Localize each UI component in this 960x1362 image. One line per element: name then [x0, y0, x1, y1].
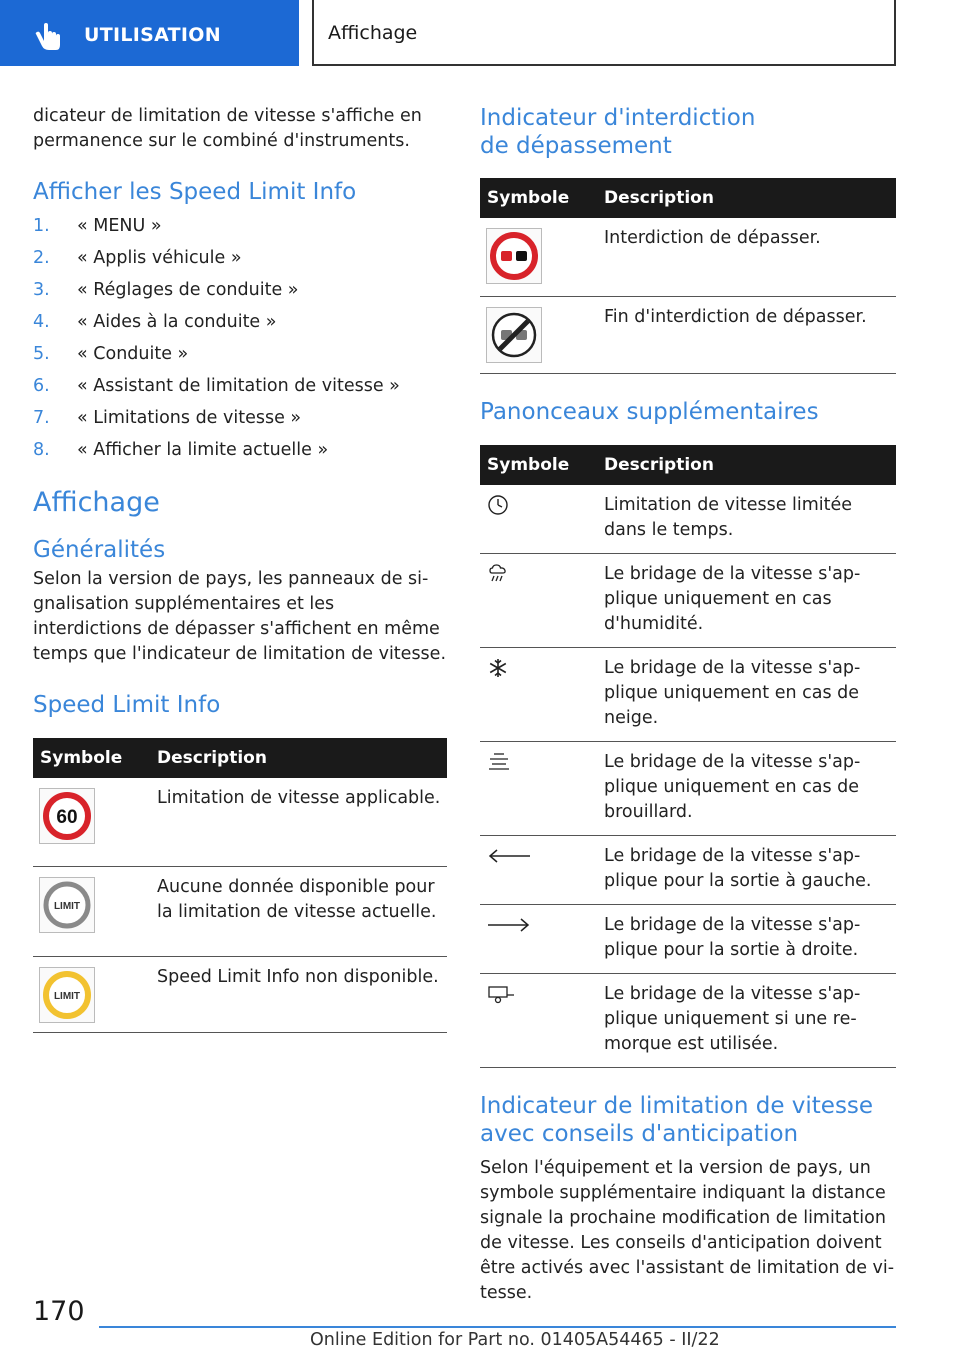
arrow-left-icon — [486, 844, 532, 868]
step-text: « Conduite » — [77, 344, 189, 364]
anticipation-text: Selon l'équipement et la version de pays, un symbole supplémentaire indiquant la distance signale la prochaine modification de limitation de vitesse. Les conseils d'anticipation doivent être activés avec l'assistant de limitation de vitesse. — [480, 1157, 895, 1303]
row-description: Aucune donnée disponible pour la limitation de vitesse actuelle. — [157, 866, 447, 956]
step-number: 5. — [33, 344, 50, 364]
edition-text: Online Edition for Part no. 01405A54465 - II/22 — [310, 1330, 720, 1350]
step-item — [33, 434, 447, 466]
table-row — [480, 553, 896, 647]
table-header-row — [33, 738, 447, 778]
step-number: 8. — [33, 440, 50, 460]
step-text: « Réglages de conduite » — [77, 280, 299, 300]
step-number: 1. — [33, 216, 50, 236]
step-item — [33, 402, 447, 434]
arrow-right-icon — [486, 913, 532, 937]
row-description: Le bridage de la vitesse s'applique uniquement si une remorque est utilisée. — [604, 973, 896, 1067]
step-number: 2. — [33, 248, 50, 268]
end-no-overtaking-icon — [486, 307, 542, 363]
step-item — [33, 242, 447, 274]
fog-icon — [486, 750, 512, 774]
col-symbole: Symbole — [480, 178, 604, 218]
row-description: Le bridage de la vitesse s'applique uniquement en cas de brouillard. — [604, 741, 896, 835]
step-text: « Assistant de limitation de vitesse » — [77, 376, 400, 396]
step-item — [33, 210, 447, 242]
generalites-text: Selon la version de pays, les panneaux de signalisation supplémentaires et les interdictions de dépasser s'affichent en même temps que l'indicateur de limitation de vitesse. — [33, 569, 447, 664]
speed-limit-info-heading: Speed Limit Info — [33, 692, 221, 718]
table-header-row — [480, 178, 896, 218]
anticipation-heading: Indicateur de limitation de vitesse avec conseils d'anticipation — [480, 1092, 874, 1147]
step-text: « Limitations de vitesse » — [77, 408, 302, 428]
chapter-box — [312, 0, 896, 66]
show-speed-limit-heading: Afficher les Speed Limit Info — [33, 179, 357, 205]
trailer-icon — [486, 982, 516, 1006]
table-row — [480, 973, 896, 1067]
speed-limit-60-icon — [39, 788, 95, 844]
table-row — [480, 741, 896, 835]
panels-table — [480, 445, 896, 1068]
right-column — [480, 104, 896, 1306]
hand-icon — [32, 22, 64, 52]
table-row — [33, 956, 447, 1032]
speed-limit-info-table — [33, 738, 447, 1033]
row-description: Le bridage de la vitesse s'applique pour la sortie à droite. — [604, 904, 896, 973]
no-overtaking-icon — [486, 228, 542, 284]
col-description: Description — [604, 178, 896, 218]
table-row — [480, 296, 896, 373]
overtaking-table — [480, 178, 896, 374]
step-text: « Afficher la limite actuelle » — [77, 440, 329, 460]
row-description: Le bridage de la vitesse s'applique uniquement en cas de neige. — [604, 647, 896, 741]
table-header-row — [480, 445, 896, 485]
table-row — [480, 485, 896, 554]
limit-yellow-icon — [39, 967, 95, 1023]
row-description: Le bridage de la vitesse s'applique uniquement en cas d'humidité. — [604, 553, 896, 647]
section-label: UTILISATION — [84, 24, 221, 46]
row-description: Interdiction de dépasser. — [604, 218, 896, 296]
row-description: Fin d'interdiction de dépasser. — [604, 296, 896, 373]
row-description: Limitation de vitesse limitée dans le temps. — [604, 485, 896, 554]
section-tab — [0, 0, 299, 66]
intro-text: dicateur de limitation de vitesse s'affiche en permanence sur le combiné d'instruments. — [33, 106, 422, 151]
col-description: Description — [157, 738, 447, 778]
step-number: 3. — [33, 280, 50, 300]
row-description: Le bridage de la vitesse s'applique pour la sortie à gauche. — [604, 835, 896, 904]
sign-limit-grey-text: LIMIT — [53, 900, 81, 912]
col-symbole: Symbole — [480, 445, 604, 485]
table-row — [480, 647, 896, 741]
step-text: « Applis véhicule » — [77, 248, 242, 268]
left-column — [33, 104, 447, 1033]
snowflake-icon — [486, 656, 510, 680]
row-description: Limitation de vitesse applicable. — [157, 778, 447, 866]
page-number: 170 — [33, 1296, 85, 1327]
sign-limit-yellow-text: LIMIT — [53, 990, 81, 1002]
step-item — [33, 274, 447, 306]
generalites-heading: Généralités — [33, 537, 166, 563]
panels-heading: Panonceaux supplémentaires — [480, 398, 819, 425]
rain-icon — [486, 562, 510, 586]
step-number: 7. — [33, 408, 50, 428]
step-text: « MENU » — [77, 216, 162, 236]
clock-icon — [486, 493, 510, 517]
overtake-heading: Indicateur d'interdiction de dépassement — [480, 105, 756, 159]
step-item — [33, 338, 447, 370]
table-row — [33, 778, 447, 866]
menu-steps-list — [33, 210, 447, 466]
step-number: 4. — [33, 312, 50, 332]
step-item — [33, 370, 447, 402]
row-description: Speed Limit Info non disponible. — [157, 956, 447, 1032]
step-item — [33, 306, 447, 338]
table-row — [480, 218, 896, 296]
limit-grey-icon — [39, 877, 95, 933]
step-text: « Aides à la conduite » — [77, 312, 277, 332]
footer-divider — [99, 1326, 896, 1328]
col-description: Description — [604, 445, 896, 485]
affichage-heading: Affichage — [33, 487, 160, 518]
sign-60-text: 60 — [56, 807, 78, 828]
table-row — [33, 866, 447, 956]
table-row — [480, 835, 896, 904]
col-symbole: Symbole — [33, 738, 157, 778]
step-number: 6. — [33, 376, 50, 396]
table-row — [480, 904, 896, 973]
chapter-label: Affichage — [328, 22, 418, 44]
